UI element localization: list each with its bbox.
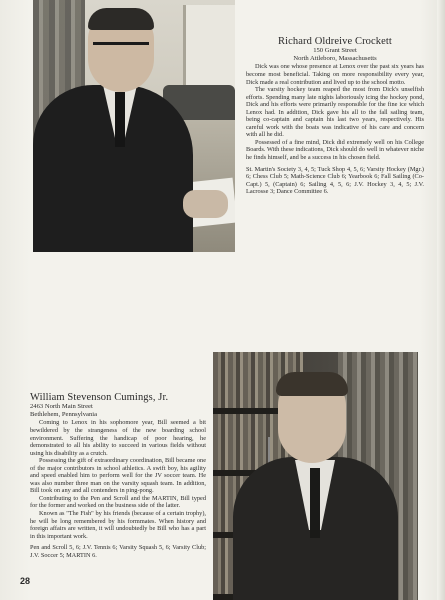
address-line: 2463 North Main Street — [30, 403, 93, 410]
portrait-photo-crockett — [33, 0, 235, 252]
bio-paragraph: Possessing the gift of extraordinary coordination, Bill became one of the major contributors in school athletics. A swift boy, his agility and speed enabled him to perform well for the JV soccer team. He was also number three man on the varsity squash team. In addition, Bill took on any and all contenders in ping-pong. — [30, 457, 206, 495]
activities-list: St. Martin's Society 3, 4, 5; Tuck Shop 4, 5, 6; Varsity Hockey (Mgr.) 6; Chess Club 5; Math-Science Club 6; Yearbook 6; Fall Sailing (Co-Capt.) 5, (Captain) 6; Sailing 4, 5, 6; J.V. Hockey 3, 4, 5; J.V. Lacrosse 3; Dance Committee 6. — [246, 165, 424, 196]
address-line: North Attleboro, Massachusetts — [293, 55, 377, 63]
page-number: 28 — [20, 576, 31, 586]
bio-paragraph: Dick was one whose presence at Lenox over the past six years has become most beneficial. Taking on more responsibility every year, Dick made a real contribution and lived up to the school motto. — [246, 63, 424, 86]
activities-list: Pen and Scroll 5, 6; J.V. Tennis 6; Varsity Squash 5, 6; Varsity Club; J.V. Soccer 5; MARTIN 6. — [30, 544, 206, 559]
student-name: Richard Oldreive Crockett — [278, 36, 392, 47]
senior-entry-cumings — [30, 392, 206, 559]
bio-paragraph: The varsity hockey team reaped the most from Dick's unselfish efforts. Spending many late nights laboriously icing the hockey pond, Dick and his efforts were primarily responsible for the fine ice which Lenox had. In addition, Dick gave his all to the fall sailing team, being co-captain and captain his last two years, respectively. His careful work with the boats was indicative of his care and concern with all he did. — [246, 86, 424, 139]
address-line: Bethlehem, Pennsylvania — [30, 411, 98, 419]
senior-entry-crockett — [246, 36, 424, 196]
bio-paragraph: Known as "The Fish" by his friends (because of a certain trophy), he will be long remembered by his formmates. When history and foreign affairs are written, it will undoubtedly be Bill who has a part in this important work. — [30, 509, 206, 540]
student-name: William Stevenson Cumings, Jr. — [30, 392, 169, 403]
bio-paragraph: Possessed of a fine mind, Dick did extremely well on his College Boards. With these indications, Dick should do well in whatever niche he finds himself, and be a success in his chosen field. — [246, 138, 424, 161]
portrait-photo-cumings — [213, 352, 418, 600]
page-edge — [437, 0, 445, 600]
address-line: 150 Grant Street — [313, 47, 357, 54]
bio-paragraph: Coming to Lenox in his sophomore year, Bill seemed a bit bewildered by the strangeness of the new boarding school environment. Suffering the handicap of poor hearing, he demonstrated to all his ability to succeed in various fields without using his disability as a crutch. — [30, 419, 206, 457]
bio-paragraph: Contributing to the Pen and Scroll and the MARTIN, Bill typed for the former and worked on the business side of the latter. — [30, 494, 206, 510]
